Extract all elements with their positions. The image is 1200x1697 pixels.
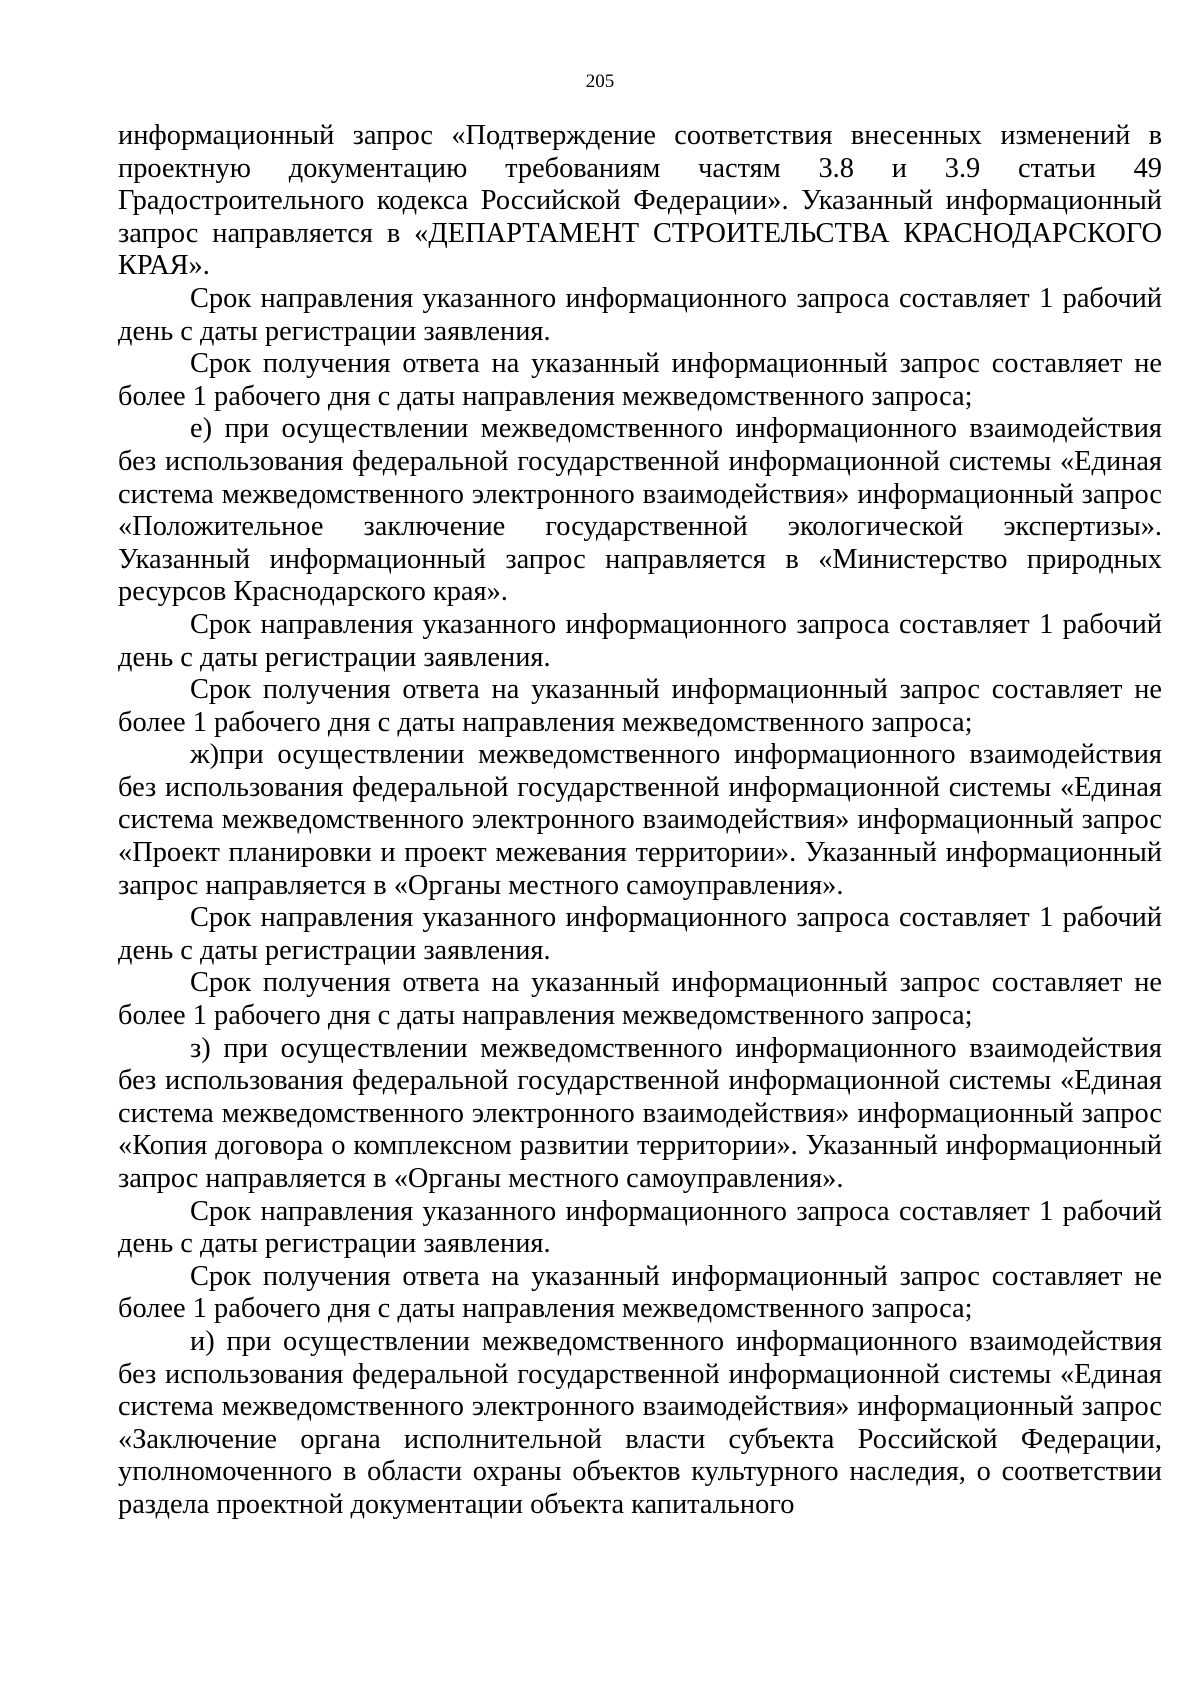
paragraph: Срок направления указанного информационного запроса составляет 1 рабочий день с даты регистрации заявления.	[118, 282, 1162, 347]
page-number: 205	[585, 71, 615, 92]
document-body	[118, 120, 1162, 1522]
paragraph: и) при осуществлении межведомственного информационного взаимодействия без использования федеральной государственной информационной системы «Единая система межведомственного электронного взаимодействия» информационный запрос «Заключение органа исполнительной власти субъекта Российской Федерации, уполномоченного в области охраны объектов культурного наследия, о соответствии раздела проектной документации объекта капитального	[118, 1325, 1162, 1520]
paragraph: е) при осуществлении межведомственного информационного взаимодействия без использования федеральной государственной информационной системы «Единая система межведомственного электронного взаимодействия» информационный запрос «Положительное заключение государственной экологической экспертизы». Указанный информационный запрос направляется в «Министерство природных ресурсов Краснодарского края».	[118, 413, 1162, 608]
paragraph: информационный запрос «Подтверждение соответствия внесенных изменений в проектную документацию требованиям частям 3.8 и 3.9 статьи 49 Градостроительного кодекса Российской Федерации». Указанный информационный запрос направляется в «ДЕПАРТАМЕНТ СТРОИТЕЛЬСТВА КРАСНОДАРСКОГО КРАЯ».	[118, 120, 1162, 282]
paragraph: ж)при осуществлении межведомственного информационного взаимодействия без использования федеральной государственной информационной системы «Единая система межведомственного электронного взаимодействия» информационный запрос «Проект планировки и проект межевания территории». Указанный информационный запрос направляется в «Органы местного самоуправления».	[118, 739, 1162, 901]
paragraph: Срок получения ответа на указанный информационный запрос составляет не более 1 рабочего дня с даты направления межведомственного запроса;	[118, 967, 1162, 1032]
paragraph: Срок получения ответа на указанный информационный запрос составляет не более 1 рабочего дня с даты направления межведомственного запроса;	[118, 348, 1162, 412]
paragraph: з) при осуществлении межведомственного информационного взаимодействия без использования федеральной государственной информационной системы «Единая система межведомственного электронного взаимодействия» информационный запрос «Копия договора о комплексном развитии территории». Указанный информационный запрос направляется в «Органы местного самоуправления».	[118, 1032, 1162, 1194]
paragraph: Срок направления указанного информационного запроса составляет 1 рабочий день с даты регистрации заявления.	[118, 608, 1162, 673]
paragraph: Срок направления указанного информационного запроса составляет 1 рабочий день с даты регистрации заявления.	[118, 902, 1162, 966]
paragraph: Срок получения ответа на указанный информационный запрос составляет не более 1 рабочего дня с даты направления межведомственного запроса;	[118, 674, 1162, 738]
paragraph: Срок получения ответа на указанный информационный запрос составляет не более 1 рабочего дня с даты направления межведомственного запроса;	[118, 1260, 1162, 1325]
paragraph: Срок направления указанного информационного запроса составляет 1 рабочий день с даты регистрации заявления.	[118, 1195, 1162, 1260]
